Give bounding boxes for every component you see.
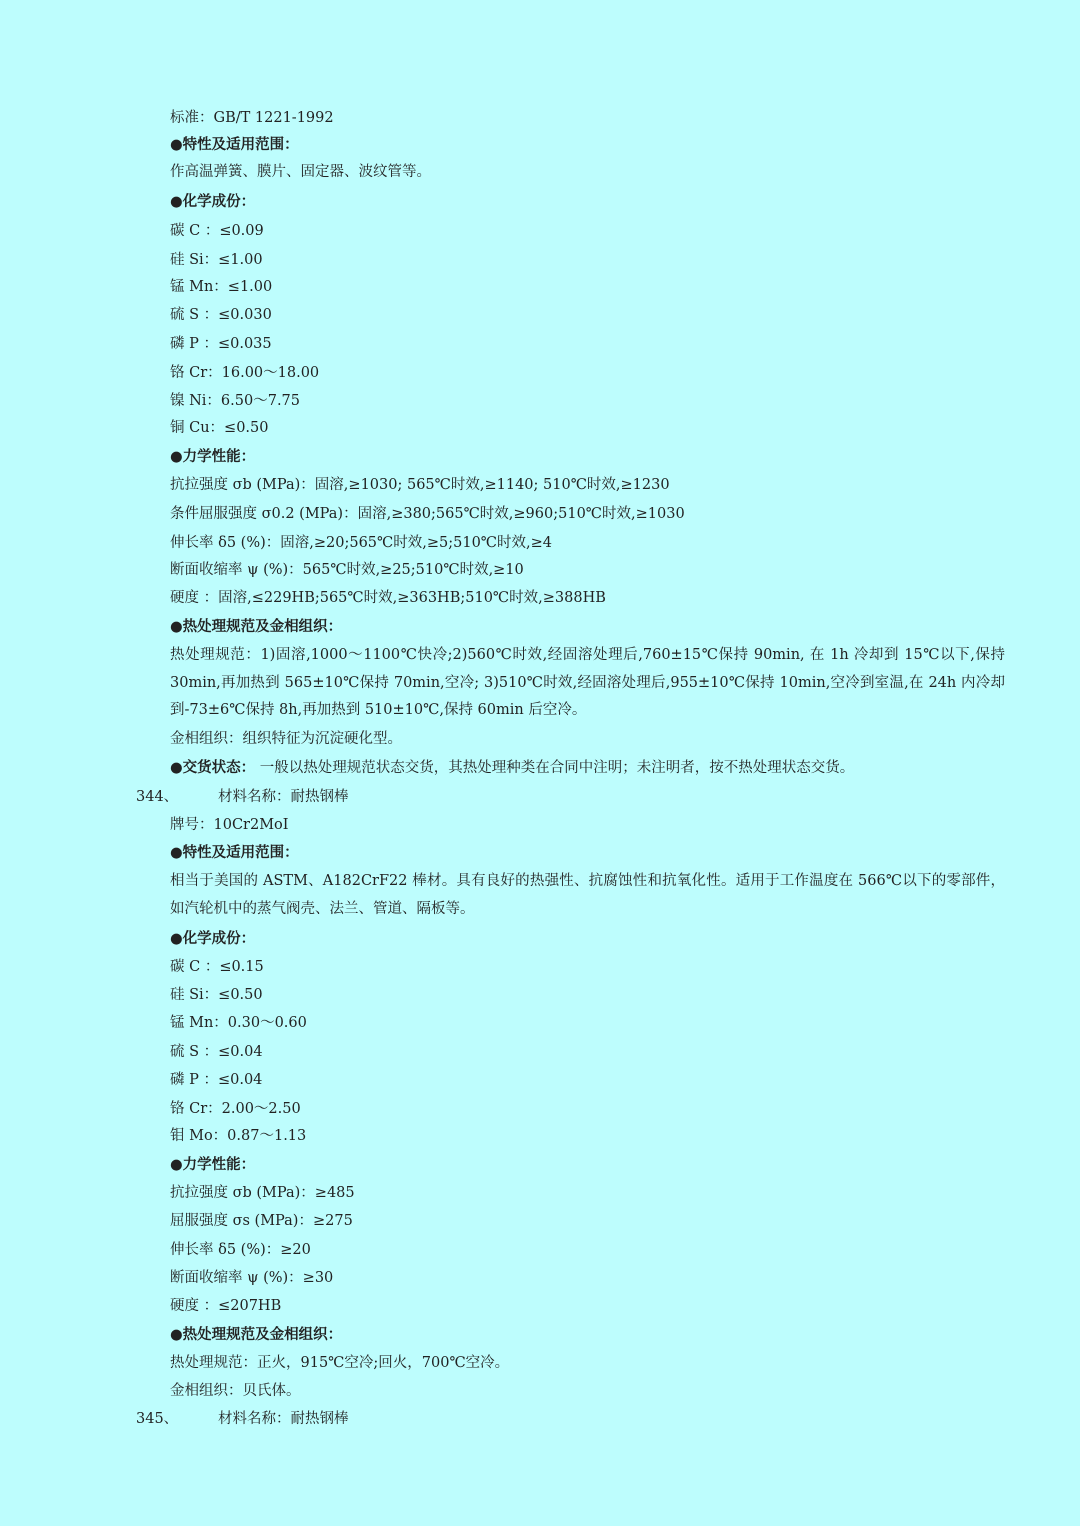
chem-item-cr-344: 铬 Cr：2.00～2.50 xyxy=(170,1101,301,1117)
chem-item-s-344: 硫 S ：≤0.04 xyxy=(170,1044,263,1060)
heat-treatment-text: 热处理规范：1)固溶,1000～1100℃快冷;2)560℃时效,经固溶处理后,760±15℃保持 90min, 在 1h 冷却到 15℃以下,保持 30min,再加热到 565±10℃保持 70min,空冷; 3)510℃时效,经固溶处理后,955±10℃保持 10min,空冷到室温,在 24h 内冷却到-73±6℃保持 8h,再加热到 510±10℃,保持 60min 后空冷。 xyxy=(170,647,1005,718)
item-number-345: 345、 xyxy=(136,1411,179,1427)
standard-line: 标准：GB/T 1221-1992 xyxy=(170,110,334,126)
item-number-344: 344、 xyxy=(136,789,179,805)
material-name-345: 材料名称：耐热钢棒 xyxy=(218,1411,349,1427)
grade-line: 牌号：10Cr2MoI xyxy=(170,817,289,833)
heat-heading-344: ●热处理规范及金相组织： xyxy=(170,1326,343,1343)
usage-heading: ●特性及适用范围： xyxy=(170,136,299,153)
mech-elongation-344: 伸长率 δ5 (%)：≥20 xyxy=(170,1242,311,1258)
chem-item-si: 硅 Si：≤1.00 xyxy=(170,252,263,268)
mech-tensile-344: 抗拉强度 σb (MPa)：≥485 xyxy=(170,1185,355,1201)
delivery-line xyxy=(170,758,854,778)
metallography-text: 金相组织：组织特征为沉淀硬化型。 xyxy=(170,731,402,747)
mech-elongation: 伸长率 δ5 (%)：固溶,≥20;565℃时效,≥5;510℃时效,≥4 xyxy=(170,535,553,551)
mech-hardness-344: 硬度 ：≤207HB xyxy=(170,1298,282,1314)
mech-reduction-344: 断面收缩率 ψ (%)：≥30 xyxy=(170,1270,334,1286)
mech-reduction: 断面收缩率 ψ (%)：565℃时效,≥25;510℃时效,≥10 xyxy=(170,562,524,578)
mech-heading: ●力学性能： xyxy=(170,448,256,465)
usage-text: 作高温弹簧、膜片、固定器、波纹管等。 xyxy=(170,164,431,180)
chem-item-si-344: 硅 Si：≤0.50 xyxy=(170,987,263,1003)
chem-item-c: 碳 C ：≤0.09 xyxy=(170,223,264,239)
chem-item-ni: 镍 Ni：6.50～7.75 xyxy=(170,393,301,409)
chem-item-mo-344: 钼 Mo：0.87～1.13 xyxy=(170,1128,307,1144)
chem-item-cr: 铬 Cr：16.00～18.00 xyxy=(170,365,320,381)
usage-heading-344: ●特性及适用范围： xyxy=(170,844,299,861)
mech-hardness: 硬度 ：固溶,≤229HB;565℃时效,≥363HB;510℃时效,≥388HB xyxy=(170,590,606,606)
chem-heading: ●化学成份： xyxy=(170,193,256,210)
chem-item-p-344: 磷 P ：≤0.04 xyxy=(170,1072,263,1088)
chem-item-p: 磷 P ：≤0.035 xyxy=(170,336,272,352)
mech-heading-344: ●力学性能： xyxy=(170,1156,256,1173)
chem-item-mn-344: 锰 Mn：0.30～0.60 xyxy=(170,1015,307,1031)
material-name-344: 材料名称：耐热钢棒 xyxy=(218,789,349,805)
heat-treatment-344: 热处理规范：正火，915℃空冷;回火，700℃空冷。 xyxy=(170,1355,510,1371)
heat-heading: ●热处理规范及金相组织： xyxy=(170,618,343,635)
mech-yield: 条件屈服强度 σ0.2 (MPa)：固溶,≥380;565℃时效,≥960;510℃时效,≥1030 xyxy=(170,506,685,522)
chem-item-mn: 锰 Mn：≤1.00 xyxy=(170,279,273,295)
chem-heading-344: ●化学成份： xyxy=(170,930,256,947)
delivery-heading: ●交货状态： xyxy=(170,759,256,776)
metallography-344: 金相组织：贝氏体。 xyxy=(170,1383,301,1399)
delivery-text: 一般以热处理规范状态交货，其热处理种类在合同中注明；未注明者，按不热处理状态交货。 xyxy=(259,760,855,776)
usage-text-344: 相当于美国的 ASTM、A182CrF22 棒材。具有良好的热强性、抗腐蚀性和抗氧化性。适用于工作温度在 566℃以下的零部件，如汽轮机中的蒸气阀壳、法兰、管道、隔板等。 xyxy=(170,873,1005,917)
chem-item-cu: 铜 Cu：≤0.50 xyxy=(170,420,269,436)
mech-yield-344: 屈服强度 σs (MPa)：≥275 xyxy=(170,1213,353,1229)
chem-item-c-344: 碳 C ：≤0.15 xyxy=(170,959,264,975)
mech-tensile: 抗拉强度 σb (MPa)：固溶,≥1030; 565℃时效,≥1140; 510℃时效,≥1230 xyxy=(170,477,670,493)
chem-item-s: 硫 S ：≤0.030 xyxy=(170,307,272,323)
